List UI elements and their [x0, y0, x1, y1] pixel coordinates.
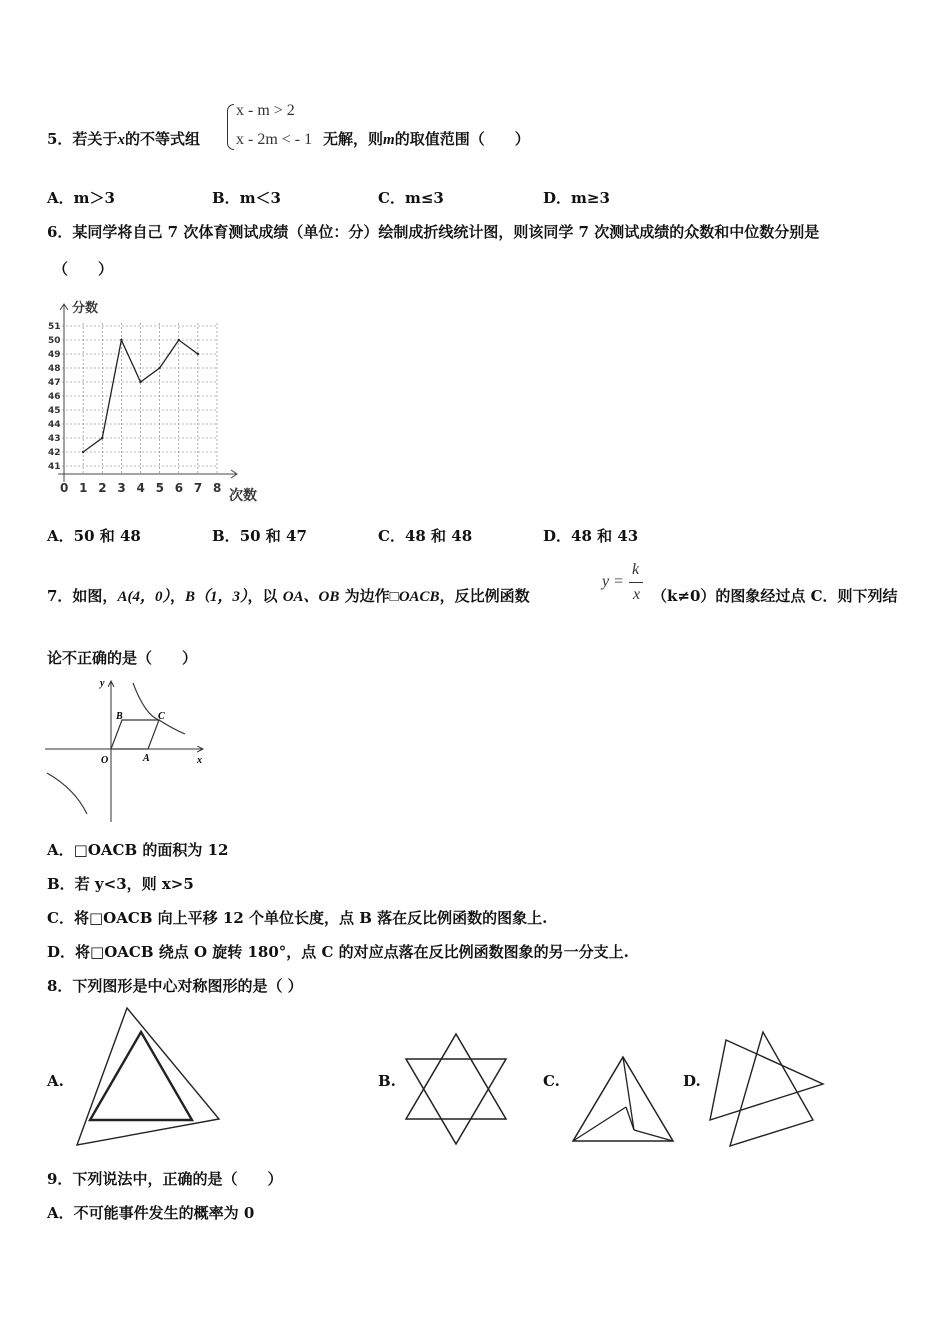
- option-text: 50 和 48: [73, 527, 141, 545]
- y-tick-label: 46: [48, 392, 61, 402]
- label-a: A: [143, 753, 150, 764]
- label-b: B: [116, 711, 123, 722]
- x-tick-label: 1: [79, 481, 88, 495]
- y-tick-label: 49: [48, 350, 61, 360]
- q5-ineq1: x - m > 2: [236, 102, 295, 119]
- q7-option-d[interactable]: [47, 941, 629, 962]
- q6-stem-line2: （ ）: [53, 260, 114, 278]
- option-text: m≤3: [404, 189, 444, 207]
- option-label: A．: [47, 841, 74, 859]
- q5-ineq2: x - 2m < - 1: [236, 131, 313, 148]
- q7-option-b[interactable]: [47, 873, 194, 894]
- y-tick-label: 42: [48, 448, 61, 458]
- q7-stem-line2: 论不正确的是（ ）: [47, 649, 198, 667]
- y-tick-label: 45: [48, 406, 61, 416]
- q7-frac-bar: [629, 582, 643, 583]
- q7-frac-x: x: [633, 586, 641, 603]
- q6-option-d[interactable]: [543, 525, 638, 546]
- q8-option-b[interactable]: B.: [378, 1072, 396, 1090]
- hyperbola-branch-1: [133, 683, 185, 734]
- q5-var: x: [117, 132, 125, 148]
- x-tick-label: 3: [117, 481, 126, 495]
- option-label: B．: [212, 189, 240, 207]
- q6-stem-line1: 6．某同学将自己 7 次体育测试成绩（单位：分）绘制成折线统计图，则该同学 7 次测试成绩的众数和中位数分别是: [47, 223, 820, 241]
- q9-option-a[interactable]: [47, 1202, 254, 1223]
- option-label: B．: [47, 875, 75, 893]
- q5-mid: 的不等式组: [124, 130, 200, 148]
- x-tick-label: 0: [60, 481, 69, 495]
- q7-option-a[interactable]: [47, 839, 228, 860]
- q5-prefix: 5．若关于: [47, 130, 118, 148]
- label-x: x: [197, 755, 202, 766]
- y-tick-label: 47: [48, 378, 61, 388]
- q7-frac-y: y =: [602, 573, 624, 590]
- option-text: m＜3: [239, 189, 281, 207]
- q8-option-d[interactable]: D.: [683, 1072, 701, 1090]
- data-point: [178, 339, 180, 341]
- q7-text: 为边作: [339, 587, 390, 605]
- parallelogram-oacb: [111, 720, 159, 749]
- hyperbola-branch-2: [47, 773, 87, 814]
- label-o: O: [101, 755, 109, 766]
- x-tick-label: 7: [193, 481, 203, 495]
- option-label: D．: [543, 189, 572, 207]
- option-text: 不可能事件发生的概率为 0: [73, 1204, 255, 1222]
- q5-option-b[interactable]: [212, 187, 281, 208]
- q5-brace: [227, 104, 234, 150]
- q7-point-a: A(4，0）: [117, 589, 170, 605]
- option-text: □OACB 的面积为 12: [73, 841, 229, 859]
- option-label: D．: [47, 943, 76, 961]
- option-label: C．: [378, 189, 405, 207]
- x-tick-label: 4: [136, 481, 145, 495]
- data-point: [82, 451, 84, 453]
- q7-segments: OA、OB: [282, 589, 340, 605]
- q9-stem: 9．下列说法中，正确的是（ ）: [47, 1170, 283, 1188]
- q7-stem-line1: [47, 585, 530, 606]
- data-point: [197, 353, 199, 355]
- option-text: 48 和 43: [571, 527, 639, 545]
- y-tick-label: 41: [48, 462, 61, 472]
- q5-stem: [47, 128, 200, 149]
- option-text: 将□OACB 向上平移 12 个单位长度，点 B 落在反比例函数的图象上.: [73, 909, 548, 927]
- q8-figure-d[interactable]: [708, 1028, 828, 1150]
- option-text: m＞3: [73, 189, 115, 207]
- y-tick-label: 48: [48, 364, 61, 374]
- option-text: m≥3: [571, 189, 610, 207]
- x-tick-label: 2: [98, 481, 107, 495]
- option-label: A．: [47, 189, 74, 207]
- q6-option-a[interactable]: [47, 525, 141, 546]
- q5-suffix: 无解，则: [323, 130, 384, 148]
- q8-stem: 8．下列图形是中心对称图形的是（ ）: [47, 977, 303, 995]
- q5-stem-tail: [323, 128, 530, 149]
- option-label: A．: [47, 527, 74, 545]
- label-y: y: [100, 678, 105, 689]
- q8-option-a[interactable]: A.: [47, 1072, 64, 1090]
- q5-option-d[interactable]: [543, 187, 610, 208]
- y-tick-label: 51: [48, 322, 61, 332]
- q5-tail: 的取值范围（ ）: [394, 130, 530, 148]
- y-tick-label: 50: [48, 336, 61, 346]
- q7-parallelogram: □OACB: [389, 589, 440, 605]
- q8-option-c[interactable]: C.: [543, 1072, 560, 1090]
- q7-text: 7．如图，: [47, 587, 118, 605]
- option-label: C．: [47, 909, 74, 927]
- x-axis-title: 次数: [229, 488, 257, 504]
- q7-stem-line1-tail: （k≠0）的图象经过点 C．则下列结: [652, 587, 898, 605]
- q7-option-c[interactable]: [47, 907, 547, 928]
- q6-option-b[interactable]: [212, 525, 307, 546]
- y-tick-label: 43: [48, 434, 61, 444]
- q6-line-chart: [40, 295, 260, 505]
- q7-text: ，: [169, 587, 185, 605]
- q5-option-a[interactable]: [47, 187, 115, 208]
- q6-option-c[interactable]: [378, 525, 472, 546]
- q7-text: ，以: [247, 587, 283, 605]
- y-axis-title: 分数: [72, 301, 99, 316]
- x-tick-label: 5: [155, 481, 164, 495]
- q5-option-c[interactable]: [378, 187, 444, 208]
- option-label: B．: [212, 527, 240, 545]
- q8-figure-c[interactable]: [571, 1055, 675, 1147]
- data-point: [158, 367, 160, 369]
- data-point: [139, 381, 141, 383]
- q7-figure: [45, 677, 215, 822]
- y-tick-label: 44: [48, 420, 61, 430]
- data-point: [120, 339, 122, 341]
- option-text: 50 和 47: [239, 527, 307, 545]
- x-tick-label: 6: [174, 481, 184, 495]
- data-point: [101, 437, 103, 439]
- option-text: 将□OACB 绕点 O 旋转 180°，点 C 的对应点落在反比例函数图象的另一分支上.: [75, 943, 629, 961]
- q8-figure-b[interactable]: [404, 1032, 508, 1146]
- option-text: 若 y<3，则 x>5: [74, 875, 194, 893]
- label-c: C: [158, 711, 165, 722]
- option-text: 48 和 48: [404, 527, 473, 545]
- q7-point-b: B（1，3）: [184, 589, 248, 605]
- option-label: C．: [378, 527, 405, 545]
- q5-var2: m: [383, 132, 395, 148]
- option-label: D．: [543, 527, 572, 545]
- x-tick-label: 8: [213, 481, 222, 495]
- q8-figure-a[interactable]: [75, 1007, 225, 1147]
- option-label: A．: [47, 1204, 74, 1222]
- q7-frac-k: k: [632, 561, 640, 578]
- q7-text: ，反比例函数: [439, 587, 530, 605]
